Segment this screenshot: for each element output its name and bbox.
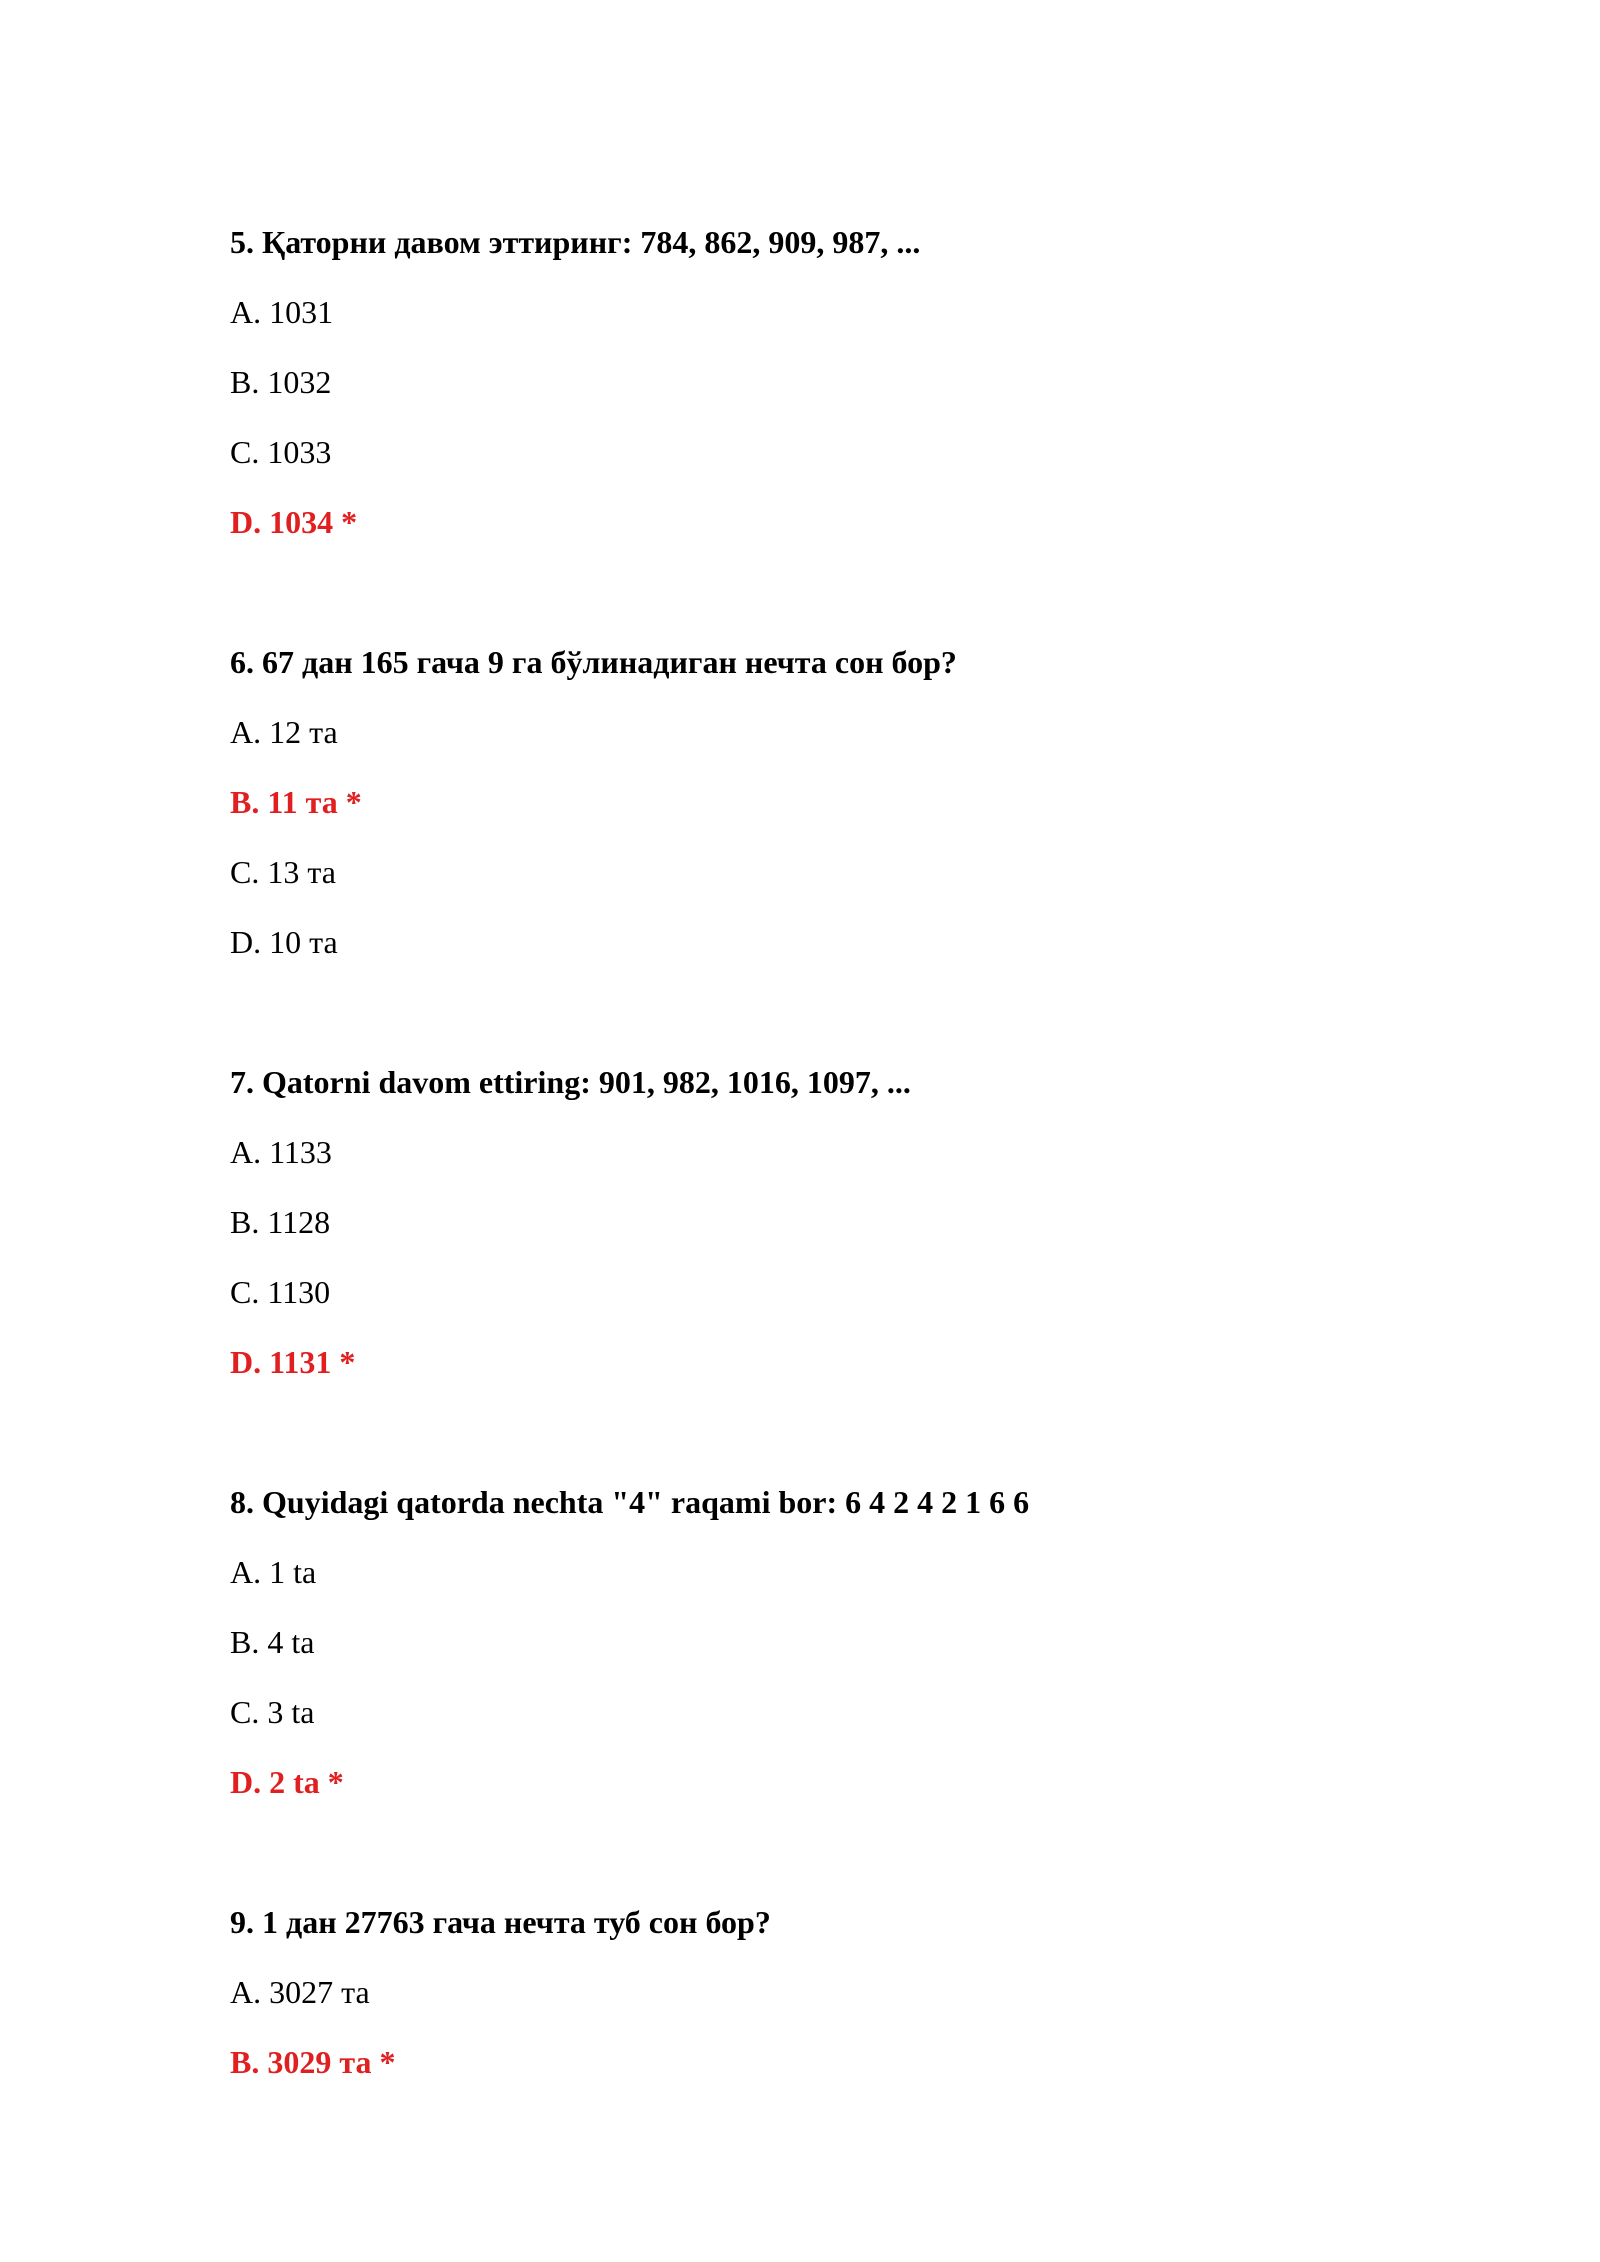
answer-option-b-correct: B. 3029 та * bbox=[230, 2044, 396, 2080]
answer-option-c: C. 13 та bbox=[230, 854, 336, 890]
answer-option-c: C. 1033 bbox=[230, 434, 332, 470]
answer-option-a: A. 1031 bbox=[230, 294, 334, 330]
question-title: 8. Quyidagi qatorda nechta "4" raqami bor: 6 4 2 4 2 1 6 6 bbox=[230, 1484, 1030, 1520]
question-5 bbox=[230, 222, 1430, 542]
answer-option-a: A. 1 ta bbox=[230, 1554, 317, 1590]
answer-option-b: B. 1032 bbox=[230, 364, 332, 400]
answer-option-b-correct: B. 11 та * bbox=[230, 784, 362, 820]
answer-option-a: A. 1133 bbox=[230, 1134, 332, 1170]
question-title: 9. 1 дан 27763 гача нечта туб сон бор? bbox=[230, 1904, 771, 1940]
answer-option-c: C. 1130 bbox=[230, 1274, 331, 1310]
question-title: 5. Қаторни давом эттиринг: 784, 862, 909, 987, ... bbox=[230, 224, 921, 260]
question-8 bbox=[230, 1482, 1430, 1802]
answer-option-a: A. 12 та bbox=[230, 714, 338, 750]
question-7 bbox=[230, 1062, 1430, 1382]
answer-option-d: D. 10 та bbox=[230, 924, 338, 960]
answer-option-d-correct: D. 1131 * bbox=[230, 1344, 356, 1380]
question-6 bbox=[230, 642, 1430, 962]
question-title: 6. 67 дан 165 гача 9 га бўлинадиган нечта сон бор? bbox=[230, 644, 957, 680]
answer-option-b: B. 4 ta bbox=[230, 1624, 315, 1660]
answer-option-a: A. 3027 та bbox=[230, 1974, 370, 2010]
answer-option-d-correct: D. 1034 * bbox=[230, 504, 358, 540]
answer-option-c: C. 3 ta bbox=[230, 1694, 315, 1730]
question-title: 7. Qatorni davom ettiring: 901, 982, 1016, 1097, ... bbox=[230, 1064, 911, 1100]
answer-option-d-correct: D. 2 ta * bbox=[230, 1764, 344, 1800]
answer-option-b: B. 1128 bbox=[230, 1204, 331, 1240]
question-9 bbox=[230, 1902, 1430, 2082]
